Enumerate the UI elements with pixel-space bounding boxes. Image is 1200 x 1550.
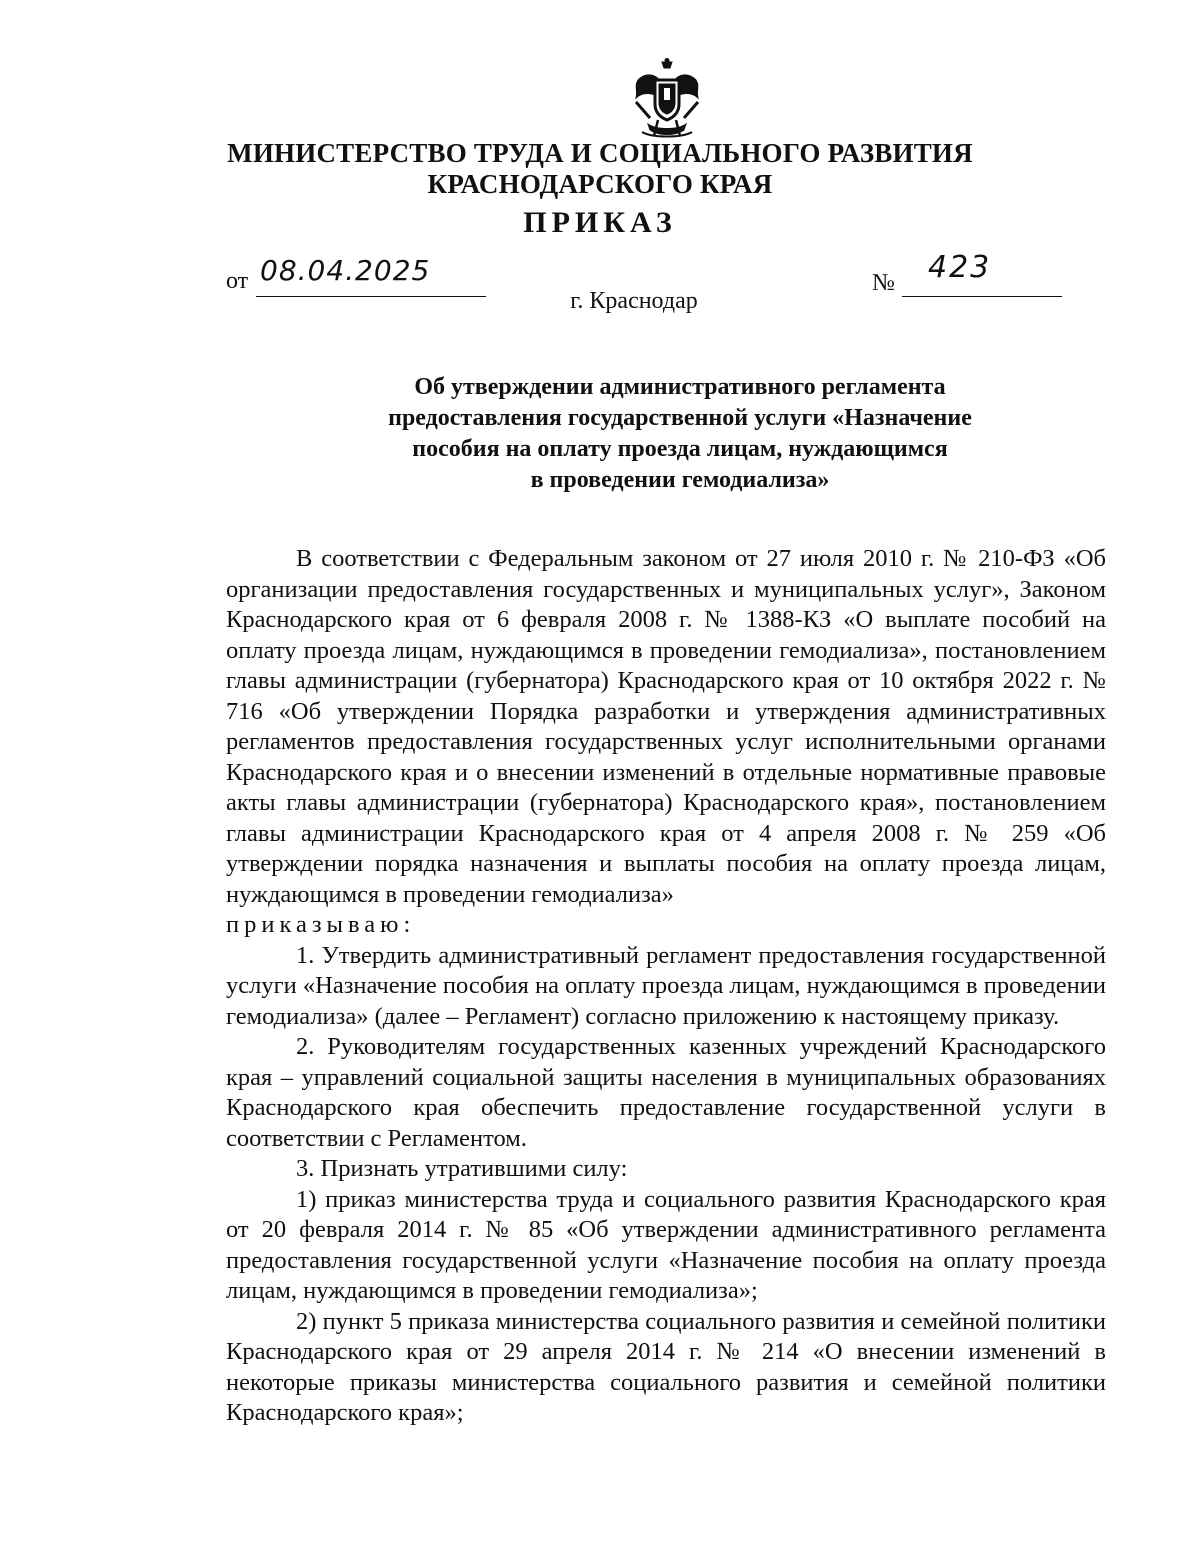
document-body (226, 544, 1106, 1429)
subject-line2: предоставления государственной услуги «Назначение (388, 405, 972, 431)
subject-line1: Об утверждении административного регламента (414, 374, 946, 400)
preamble-paragraph (226, 544, 1106, 910)
order-subject (300, 372, 1060, 496)
subject-line3: пособия на оплату проезда лицам, нуждающимся (412, 436, 948, 462)
order-word-paragraph (226, 910, 1106, 941)
item-3-2: 2) пункт 5 приказа министерства социального развития и семейной политики Краснодарского края от 29 апреля 2014 г. № 214 «О внесении изменений в некоторые приказы министерства социального развития и семейной политики Краснодарского края»; (226, 1307, 1106, 1426)
number-prefix: № (872, 270, 895, 296)
preamble-text: В соответствии с Федеральным законом от 27 июля 2010 г. № 210-ФЗ «Об организации предоставления государственных и муниципальных услуг», Законом Краснодарского края от 6 февраля 2008 г. № 1388-КЗ «О выплате пособий на оплату проезда лицам, нуждающимся в проведении гемодиализа», постановлением главы администрации (губернатора) Краснодарского края от 10 октября 2022 г. № 716 «Об утверждении Порядка разработки и утверждения административных регламентов предоставления государственных услуг исполнительными органами Краснодарского края и о внесении изменений в отдельные нормативные правовые акты главы администрации (губернатора) Краснодарского края», постановлением главы администрации Краснодарского края от 4 апреля 2008 г. № 259 «Об утверждении порядка назначения и выплаты пособия на оплату проезда лицам, нуждающимся в проведении гемодиализа» (226, 545, 1106, 908)
order-word: приказываю: (226, 911, 416, 938)
ministry-name (0, 138, 1200, 200)
date-prefix: от (226, 268, 249, 294)
subject-line4: в проведении гемодиализа» (530, 467, 830, 493)
ministry-name-line1: МИНИСТЕРСТВО ТРУДА И СОЦИАЛЬНОГО РАЗВИТИЯ (227, 138, 973, 168)
ministry-name-line2: КРАСНОДАРСКОГО КРАЯ (427, 169, 773, 199)
item-2: 2. Руководителям государственных казенных учреждений Краснодарского края – управлений социальной защиты населения в муниципальных образованиях Краснодарского края обеспечить предоставление государственной услуги в соответствии с Регламентом. (226, 1033, 1106, 1152)
city-name: г. Краснодар (570, 288, 698, 314)
item-1: 1. Утвердить административный регламент предоставления государственной услуги «Назначение пособия на оплату проезда лицам, нуждающимся в проведении гемодиализа» (далее – Регламент) согласно приложению к настоящему приказу. (226, 941, 1106, 1030)
coat-of-arms-emblem (628, 58, 706, 140)
handwritten-date: 08.04.2025 (260, 254, 431, 287)
item-3: 3. Признать утратившими силу: (296, 1155, 628, 1182)
document-type-title: ПРИКАЗ (523, 206, 677, 239)
handwritten-number: 423 (928, 250, 992, 285)
item-3-1: 1) приказ министерства труда и социального развития Краснодарского края от 20 февраля 2014 г. № 85 «Об утверждении административного регламента предоставления государственной услуги «Назначение пособия на оплату проезда лицам, нуждающимся в проведении гемодиализа»; (226, 1185, 1106, 1304)
